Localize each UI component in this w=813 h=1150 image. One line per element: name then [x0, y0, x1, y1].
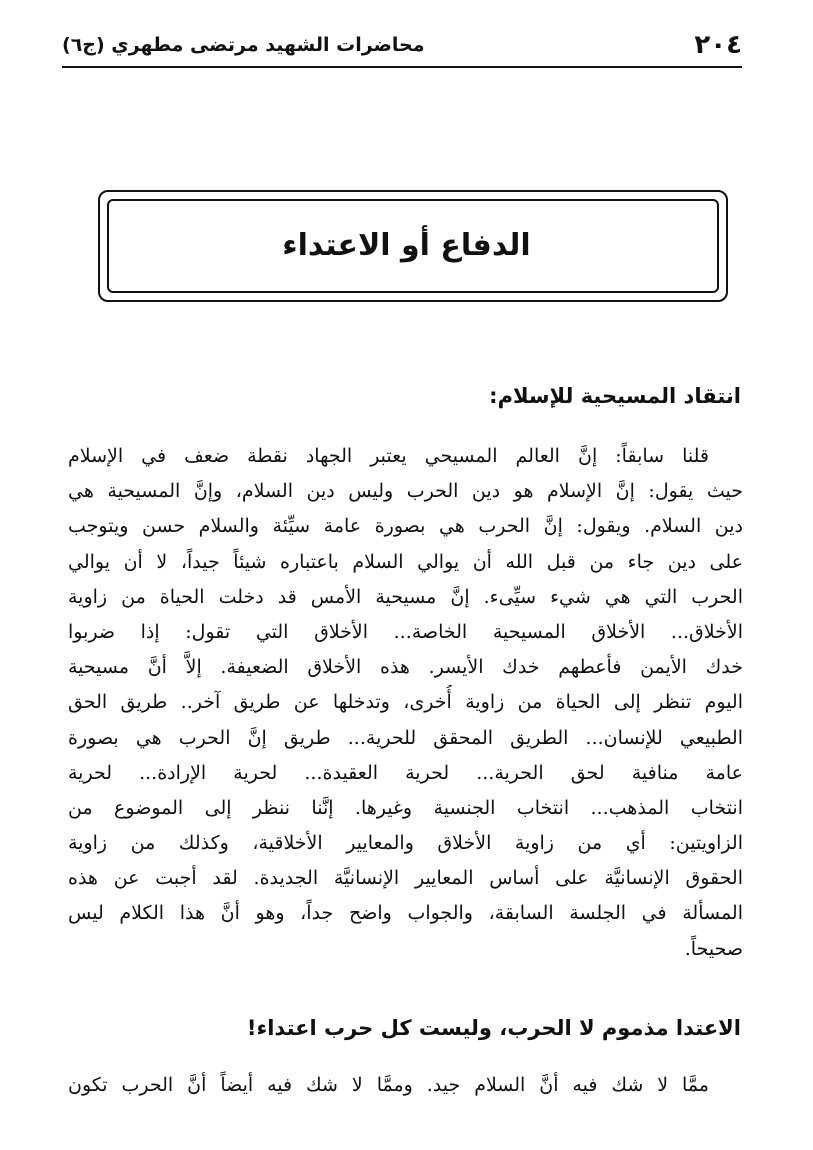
chapter-title: الدفاع أو الاعتداء: [282, 228, 531, 263]
paragraph-line: اليوم تنظر إلى الحياة من زاوية أُخرى، وتدخلها عن طريق آخر.. طريق الحق: [68, 691, 743, 714]
paragraph-line: صحيحاً.: [684, 937, 743, 960]
section-heading-2: الاعتدا مذموم لا الحرب، وليست كل حرب اعتداء!: [246, 1016, 741, 1040]
paragraph-line: حيث يقول: إنَّ الإسلام هو دين الحرب وليس دين السلام، وإنَّ المسيحية هي: [68, 480, 743, 503]
paragraph-line: الحرب التي هي شيء سيِّىء. إنَّ مسيحية الأمس قد دخلت الحياة من زاوية: [68, 585, 743, 608]
running-title: محاضرات الشهيد مرتضى مطهري (ج٦): [62, 34, 425, 56]
paragraph-line: الحقوق الإنسانيَّة على أساس المعايير الإنسانيَّة الجديدة. لقد أجبت عن هذه: [68, 867, 743, 890]
section-heading-1: انتقاد المسيحية للإسلام:: [489, 384, 741, 408]
paragraph-line: خدك الأيمن فأعطهم خدك الأيسر. هذه الأخلاق الضعيفة. إلاَّ أنَّ مسيحية: [68, 656, 743, 679]
paragraph-line: دين السلام. ويقول: إنَّ الحرب هي بصورة عامة سيِّئة والسلام حسن ويتوجب: [68, 515, 743, 538]
page-header: [62, 30, 742, 64]
paragraph-line: على دين جاء من قبل الله أن يوالي السلام باعتباره شيئاً جيداً، لا أن يوالي: [68, 550, 743, 573]
paragraph-line: الزاويتين: أي من زاوية الأخلاق والمعايير الأخلاقية، وكذلك من زاوية: [68, 832, 743, 855]
section-1-body: [68, 439, 743, 967]
section-2-body: [68, 1068, 743, 1103]
paragraph-line: عامة منافية لحق الحرية... لحرية العقيدة... لحرية الإرادة... لحرية: [68, 761, 743, 784]
header-rule: [62, 66, 742, 68]
paragraph-line: الأخلاق... الأخلاق المسيحية الخاصة... الأخلاق التي تقول: إذا ضربوا: [68, 620, 743, 643]
paragraph-line: انتخاب المذهب... انتخاب الجنسية وغيرها. إنَّنا ننظر إلى الموضوع من: [68, 796, 743, 819]
paragraph-line: ممَّا لا شك فيه أنَّ السلام جيد. وممَّا لا شك فيه أيضاً أنَّ الحرب تكون: [68, 1074, 709, 1096]
paragraph-line: المسألة في الجلسة السابقة، والجواب واضح جداً، وهو أنَّ هذا الكلام ليس: [68, 902, 743, 925]
paragraph-line: الطبيعي للإنسان... الطريق المحقق للحرية... طريق إنَّ الحرب هي بصورة: [68, 726, 743, 749]
paragraph-line: قلنا سابقاً: إنَّ العالم المسيحي يعتبر الجهاد نقطة ضعف في الإسلام: [68, 445, 709, 467]
page-number: ٢٠٤: [694, 30, 742, 60]
